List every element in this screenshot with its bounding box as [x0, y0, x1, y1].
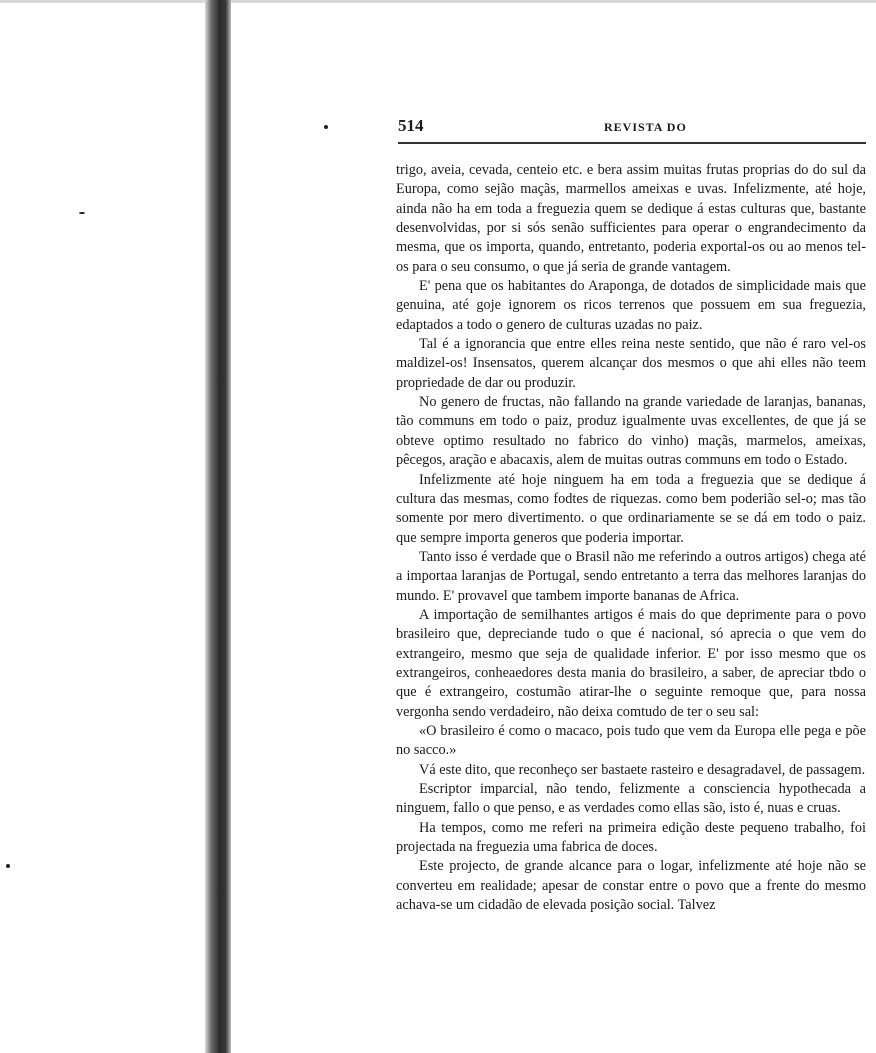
paragraph: Infelizmente até hoje ninguem ha em toda a freguezia que se dedique á cultura das mesmas, como fodtes de riquezas. como bem poderião sel-o; mas tão somente por mero divertimento. o que ordinariamente se se dá em todo o paiz. que sempre importa generos que poderia importar.: [396, 471, 866, 546]
paragraph: Vá este dito, que reconheço ser bastaete rasteiro e desagradavel, de passagem.: [419, 761, 866, 778]
book-spine-shadow: [205, 0, 231, 1053]
running-head: REVISTA DO: [604, 120, 687, 134]
paragraph: «O brasileiro é como o macaco, pois tudo que vem da Europa elle pega e põe no sacco.»: [396, 722, 866, 759]
paragraph: Escriptor imparcial, não tendo, felizmente a consciencia hypothecada a ninguem, fallo o que penso, e as verdades como ellas são, isto é, nuas e cruas.: [396, 781, 866, 817]
paragraph: Ha tempos, como me referi na primeira edição deste pequeno trabalho, foi projectada na freguezia uma fabrica de doces.: [396, 819, 866, 856]
paragraph: Este projecto, de grande alcance para o logar, infelizmente até hoje não se converteu em realidade; apesar de constar entre o povo que a frente do mesmo achava-se um cidadão de elevada posição social. Talvez: [396, 858, 866, 914]
page-number: 514: [398, 116, 424, 135]
page-header: [398, 112, 866, 142]
paragraph: A importação de semilhantes artigos é mais do que deprimente para o povo brasileiro que, depreciande tudo o que é nacional, só aprecia o que vem do extrangeiro, mesmo que seja de qualidade inferior. E' por isso mesmo que os extrangeiros, conheaedores desta mania do brasileiro, a saber, de apreciar tbdo o que é extrangeiro, costumão atirar-lhe o seguinte remoque que, para nossa vergonha sendo verdadeiro, não deixa comtudo de ter o seu sal:: [396, 606, 866, 720]
ink-speck: [79, 212, 85, 214]
paragraph: Tanto isso é verdade que o Brasil não me referindo a outros artigos) chega até a importaa laranjas de Portugal, sendo entretanto a terra das melhores laranjas do mundo. E' provavel que tambem importe bananas de Africa.: [396, 548, 866, 604]
paragraph: No genero de fructas, não fallando na grande variedade de laranjas, bananas, tão communs em todo o paiz, produz igualmente uvas excellentes, de que já se obteve optimo resultado no fabrico do vinho) maçãs, marmelos, ameixas, pêcegos, aração e abacaxis, alem de muitas outras communs em todo o Estado.: [396, 394, 866, 469]
ink-speck: [6, 864, 10, 868]
page-top-edge: [0, 0, 876, 3]
text-body: [396, 161, 866, 915]
paragraph: Tal é a ignorancia que entre elles reina neste sentido, que não é raro vel-os maldizel-os! Insensatos, querem alcançar dos mesmos o que ahi elles não teem propriedade de dar ou produzir.: [396, 336, 866, 391]
ink-speck: [324, 125, 328, 129]
header-rule: [398, 142, 866, 144]
paragraph: E' pena que os habitantes do Araponga, de dotados de simplicidade mais que genuina, até goje ignorem os ricos terrenos que possuem em sua freguezia, edaptados a todo o genero de culturas uzadas no paiz.: [396, 278, 866, 333]
paragraph: trigo, aveia, cevada, centeio etc. e bera assim muitas frutas proprias do do sul da Europa, como sejão maçãs, marmellos ameixas e uvas. Infelizmente, até hoje, ainda não ha em toda a freguezia quem se dedique á estas culturas que, bastante desenvolvidas, por si sós senão sufficientes para operar o engrandecimento da mesma, que os importa, quando, entretanto, poderia exportal-os ou ao menos tel-os para o seu consumo, o que já seria de grande vantagem.: [396, 162, 866, 275]
